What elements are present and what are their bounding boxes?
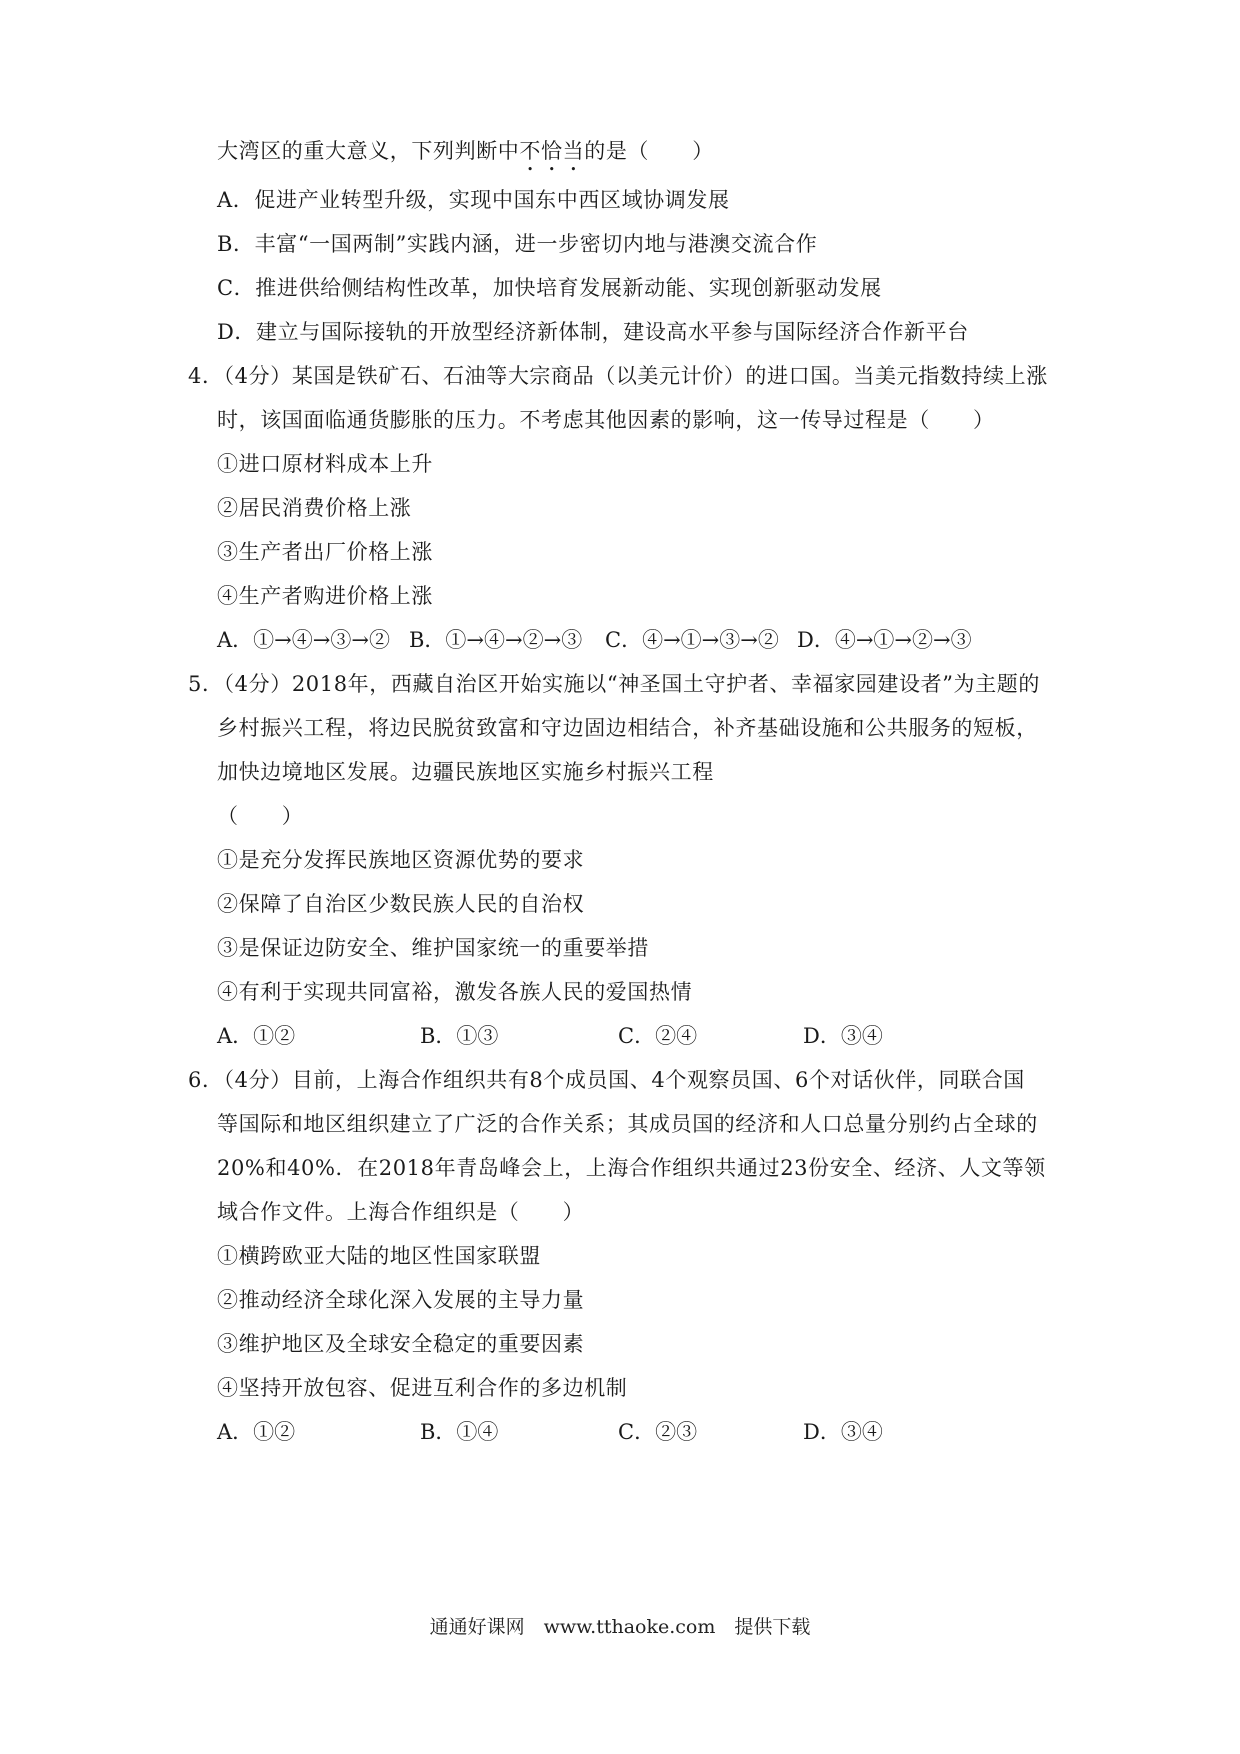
q4-item-3: ③生产者出厂价格上涨 <box>217 540 433 564</box>
q3-option-a: A．促进产业转型升级，实现中国东中西区域协调发展 <box>217 188 730 212</box>
q6-item-4: ④坚持开放包容、促进互利合作的多边机制 <box>217 1376 628 1400</box>
q5-item-4: ④有利于实现共同富裕，激发各族人民的爱国热情 <box>217 980 693 1004</box>
q5-option-d: D．③④ <box>803 1024 883 1048</box>
q6-option-b: B．①④ <box>420 1420 499 1444</box>
q5-item-1: ①是充分发挥民族地区资源优势的要求 <box>217 848 585 872</box>
q3-emphasis-word: 不恰当 <box>519 139 585 163</box>
q5-item-3: ③是保证边防安全、维护国家统一的重要举措 <box>217 936 649 960</box>
q3-option-d: D．建立与国际接轨的开放型经济新体制，建设高水平参与国际经济合作新平台 <box>217 320 969 344</box>
q6-item-3: ③维护地区及全球安全稳定的重要因素 <box>217 1332 585 1356</box>
q6-item-1: ①横跨欧亚大陆的地区性国家联盟 <box>217 1244 541 1268</box>
q5-stem-line-3: 加快边境地区发展。边疆民族地区实施乡村振兴工程 <box>217 760 714 784</box>
q4-stem-line-1: 4．（4分）某国是铁矿石、石油等大宗商品（以美元计价）的进口国。当美元指数持续上涨 <box>188 364 1048 388</box>
q6-stem-line-3: 20%和40%．在2018年青岛峰会上，上海合作组织共通过23份安全、经济、人文等领 <box>217 1156 1046 1180</box>
q6-stem-line-2: 等国际和地区组织建立了广泛的合作关系；其成员国的经济和人口总量分别约占全球的 <box>217 1112 1038 1136</box>
q4-option-b: B．①→④→②→③ <box>409 628 583 652</box>
q6-option-d: D．③④ <box>803 1420 883 1444</box>
q3-stem-post: 的是（ ） <box>584 139 714 163</box>
q5-answer-blank: （ ） <box>217 804 304 828</box>
q4-item-2: ②居民消费价格上涨 <box>217 496 412 520</box>
page-footer: 通通好课网 www.tthaoke.com 提供下载 <box>429 1616 811 1638</box>
q4-stem-line-2: 时，该国面临通货膨胀的压力。不考虑其他因素的影响，这一传导过程是（ ） <box>217 408 995 432</box>
q3-stem-continuation <box>217 137 714 176</box>
q5-item-2: ②保障了自治区少数民族人民的自治权 <box>217 892 585 916</box>
q3-option-b: B．丰富“一国两制”实践内涵，进一步密切内地与港澳交流合作 <box>217 232 818 256</box>
q4-option-a: A．①→④→③→② <box>217 628 390 652</box>
q5-option-c: C．②④ <box>618 1024 698 1048</box>
q6-stem-line-4: 域合作文件。上海合作组织是（ ） <box>217 1200 585 1224</box>
q5-option-b: B．①③ <box>420 1024 499 1048</box>
q6-item-2: ②推动经济全球化深入发展的主导力量 <box>217 1288 585 1312</box>
q5-stem-line-2: 乡村振兴工程，将边民脱贫致富和守边固边相结合，补齐基础设施和公共服务的短板， <box>217 716 1038 740</box>
q5-stem-line-1: 5．（4分）2018年，西藏自治区开始实施以“神圣国土守护者、幸福家园建设者”为主题的 <box>188 672 1040 696</box>
q3-stem-pre: 大湾区的重大意义，下列判断中 <box>217 139 520 163</box>
q4-option-d: D．④→①→②→③ <box>797 628 972 652</box>
q3-option-c: C．推进供给侧结构性改革，加快培育发展新动能、实现创新驱动发展 <box>217 276 882 300</box>
q5-option-a: A．①② <box>217 1024 296 1048</box>
q4-option-c: C．④→①→③→② <box>605 628 779 652</box>
q4-item-4: ④生产者购进价格上涨 <box>217 584 433 608</box>
q6-stem-line-1: 6．（4分）目前，上海合作组织共有8个成员国、4个观察员国、6个对话伙伴，同联合国 <box>188 1068 1025 1092</box>
q6-option-a: A．①② <box>217 1420 296 1444</box>
q6-option-c: C．②③ <box>618 1420 698 1444</box>
q4-item-1: ①进口原材料成本上升 <box>217 452 433 476</box>
